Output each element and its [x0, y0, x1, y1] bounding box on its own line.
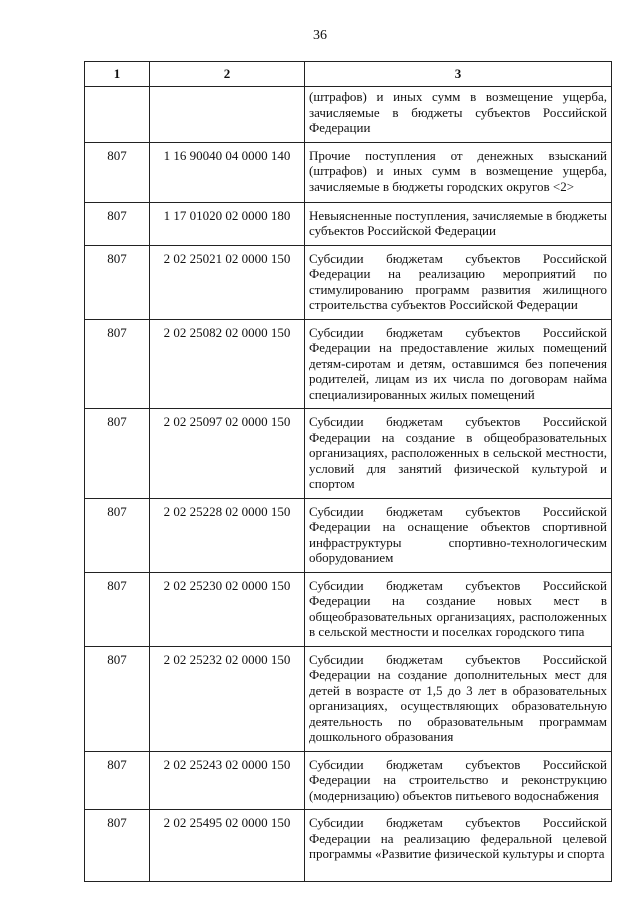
table-row [85, 646, 612, 751]
column-header-3: 3 [305, 62, 612, 87]
admin-code-cell: 807 [85, 142, 150, 202]
budget-code-cell: 1 17 01020 02 0000 180 [150, 202, 305, 245]
revenue-name-cell: Субсидии бюджетам субъектов Российской Федерации на создание в общеобразовательных организациях, расположенных в сельской местности, условий для занятий физической культурой и спортом [305, 409, 612, 499]
table-row [85, 810, 612, 882]
revenue-name-cell: Субсидии бюджетам субъектов Российской Федерации на реализацию мероприятий по стимулированию программ развития жилищного строительства субъектов Российской Федерации [305, 245, 612, 319]
table-row [85, 751, 612, 810]
revenue-name-cell: Субсидии бюджетам субъектов Российской Федерации на предоставление жилых помещений детям-сиротам и детям, оставшимся без попечения родителей, лицам из их числа по договорам найма специализированных жилых помещений [305, 319, 612, 409]
table-row [85, 409, 612, 499]
admin-code-cell: 807 [85, 409, 150, 499]
budget-code-cell [150, 87, 305, 143]
revenue-name-cell: Невыясненные поступления, зачисляемые в бюджеты субъектов Российской Федерации [305, 202, 612, 245]
budget-code-cell: 2 02 25232 02 0000 150 [150, 646, 305, 751]
revenue-name-cell: Субсидии бюджетам субъектов Российской Федерации на создание дополнительных мест для детей в возрасте от 1,5 до 3 лет в образовательных организациях, осуществляющих образовательную деятельность по образовательным программам дошкольного образования [305, 646, 612, 751]
admin-code-cell: 807 [85, 646, 150, 751]
admin-code-cell: 807 [85, 810, 150, 882]
table-row [85, 245, 612, 319]
budget-code-cell: 2 02 25097 02 0000 150 [150, 409, 305, 499]
revenue-name-cell: Субсидии бюджетам субъектов Российской Федерации на реализацию федеральной целевой программы «Развитие физической культуры и спорта [305, 810, 612, 882]
table-row [85, 572, 612, 646]
budget-code-cell: 2 02 25243 02 0000 150 [150, 751, 305, 810]
table-header-row [85, 62, 612, 87]
admin-code-cell: 807 [85, 245, 150, 319]
revenue-name-cell: Субсидии бюджетам субъектов Российской Федерации на строительство и реконструкцию (модернизацию) объектов питьевого водоснабжения [305, 751, 612, 810]
budget-code-cell: 2 02 25021 02 0000 150 [150, 245, 305, 319]
table-row [85, 142, 612, 202]
admin-code-cell: 807 [85, 751, 150, 810]
admin-code-cell: 807 [85, 319, 150, 409]
budget-code-cell: 1 16 90040 04 0000 140 [150, 142, 305, 202]
revenue-name-cell: Субсидии бюджетам субъектов Российской Федерации на создание новых мест в общеобразовательных организациях, расположенных в сельской местности и поселках городского типа [305, 572, 612, 646]
admin-code-cell: 807 [85, 572, 150, 646]
page-number: 36 [313, 28, 327, 43]
revenue-classification-table [84, 61, 612, 882]
revenue-name-cell: Субсидии бюджетам субъектов Российской Федерации на оснащение объектов спортивной инфраструктуры спортивно-технологическим оборудованием [305, 498, 612, 572]
budget-code-cell: 2 02 25230 02 0000 150 [150, 572, 305, 646]
revenue-name-cell: Прочие поступления от денежных взысканий (штрафов) и иных сумм в возмещение ущерба, зачисляемые в бюджеты городских округов <2> [305, 142, 612, 202]
table-row [85, 498, 612, 572]
admin-code-cell: 807 [85, 498, 150, 572]
column-header-2: 2 [150, 62, 305, 87]
admin-code-cell [85, 87, 150, 143]
admin-code-cell: 807 [85, 202, 150, 245]
column-header-1: 1 [85, 62, 150, 87]
revenue-name-cell: (штрафов) и иных сумм в возмещение ущерба, зачисляемые в бюджеты субъектов Российской Федерации [305, 87, 612, 143]
table-row [85, 202, 612, 245]
table-row [85, 319, 612, 409]
budget-code-cell: 2 02 25082 02 0000 150 [150, 319, 305, 409]
budget-code-cell: 2 02 25495 02 0000 150 [150, 810, 305, 882]
table-row [85, 87, 612, 143]
budget-code-cell: 2 02 25228 02 0000 150 [150, 498, 305, 572]
